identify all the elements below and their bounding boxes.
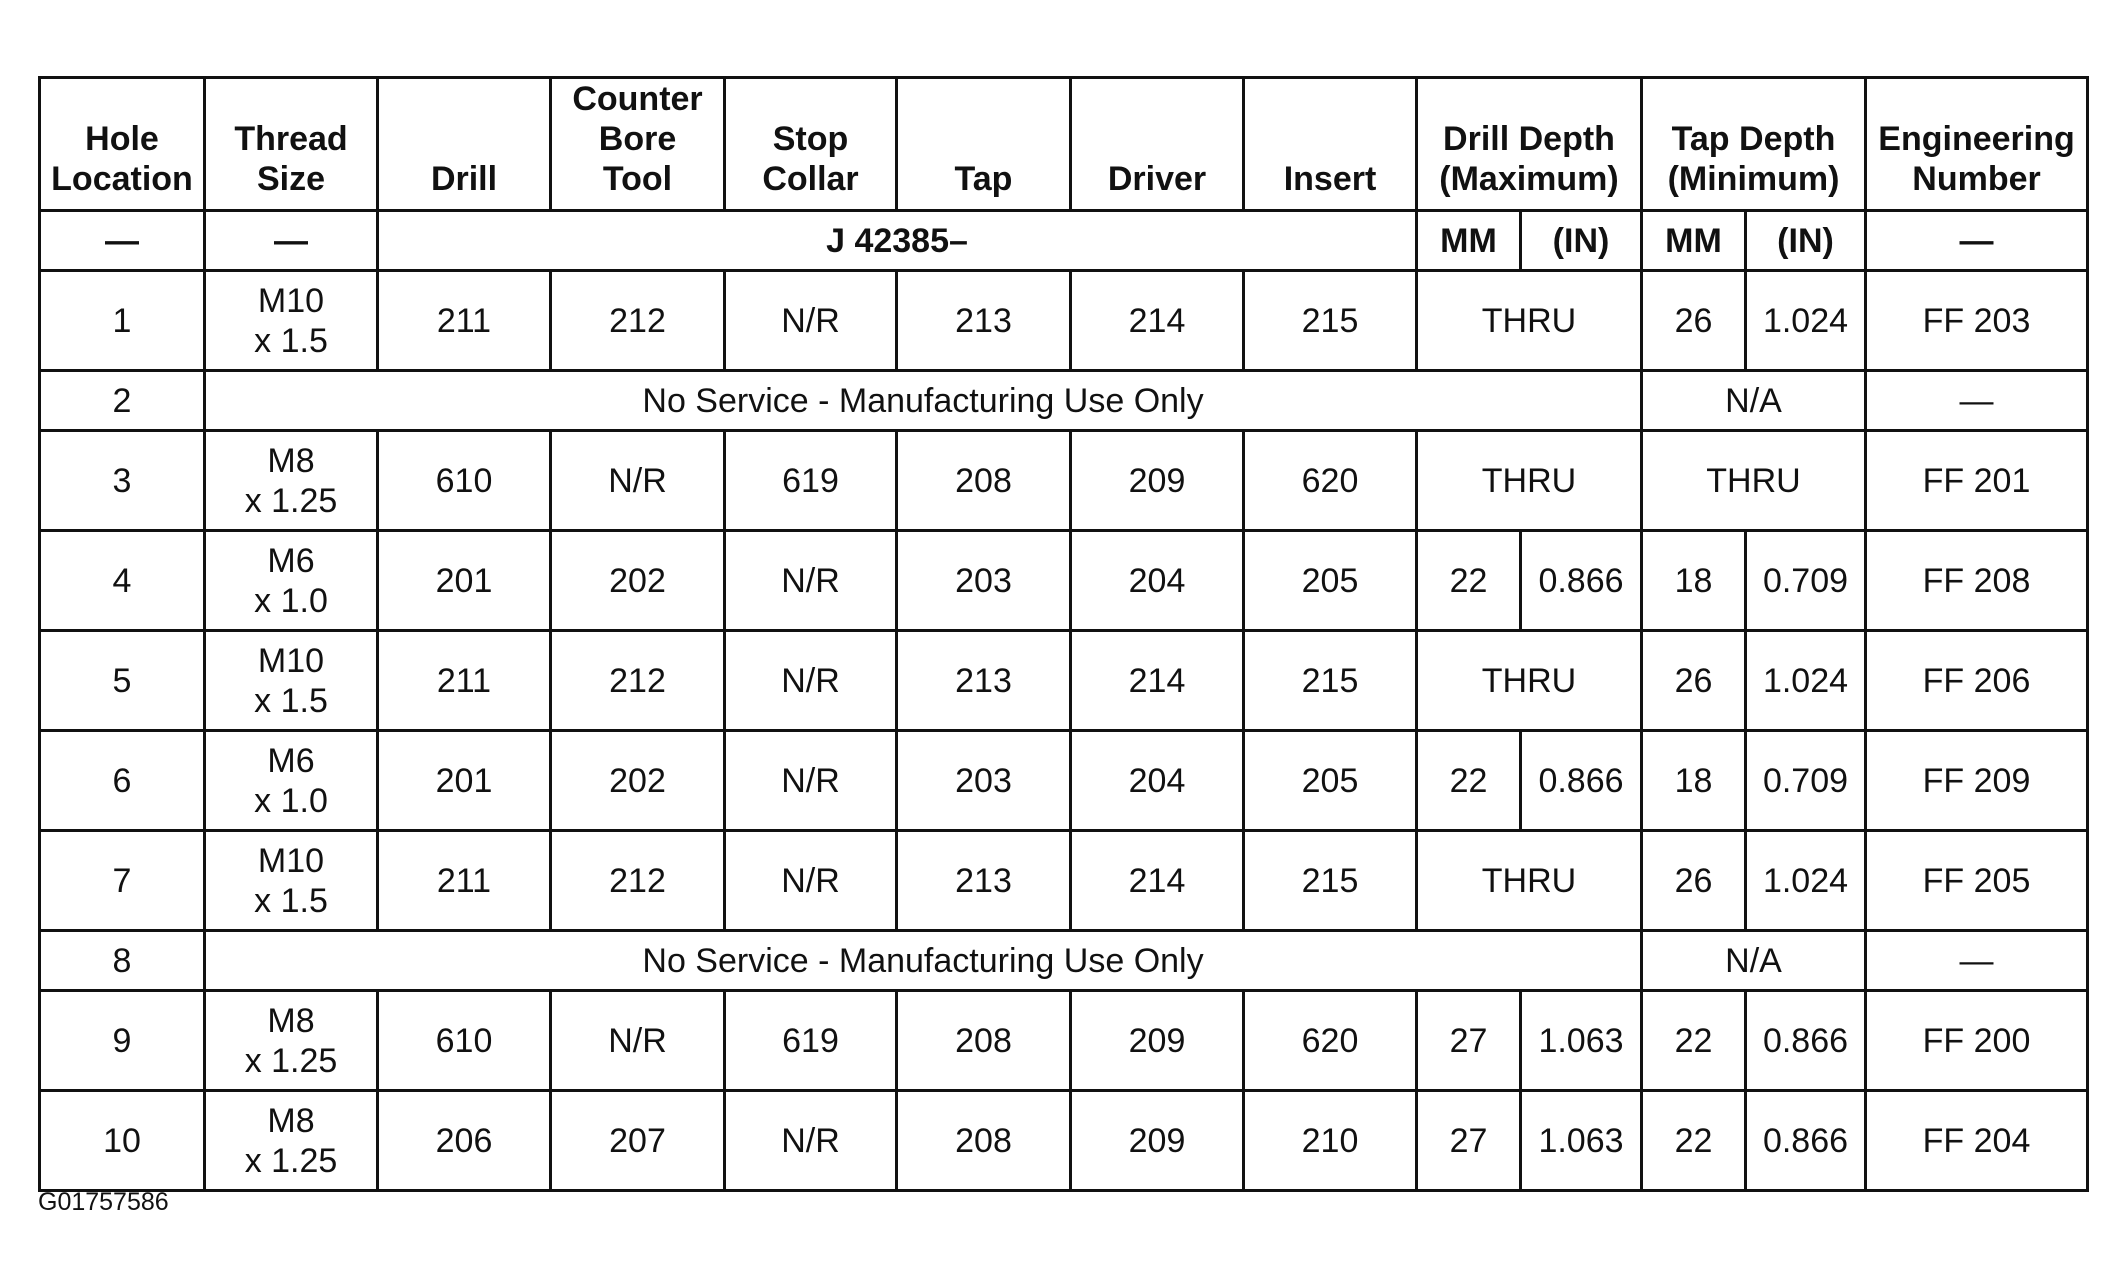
tap-depth-mm-cell: 18 — [1642, 531, 1746, 631]
thread-size-line: M10 — [257, 841, 325, 880]
engineering-number-cell: FF 200 — [1866, 991, 2088, 1091]
table-row — [40, 271, 2088, 371]
tap-depth-in-cell: 1.024 — [1746, 271, 1866, 371]
driver-cell: 209 — [1071, 1091, 1244, 1191]
drill-cell: 211 — [378, 831, 551, 931]
engineering-number-cell: FF 205 — [1866, 831, 2088, 931]
header-hole-location: Hole Location — [40, 78, 205, 211]
engineering-number-cell: FF 201 — [1866, 431, 2088, 531]
thread-size-line: x 1.5 — [254, 881, 328, 920]
drill-depth-in-cell: 1.063 — [1521, 1091, 1642, 1191]
thread-size-line: x 1.5 — [254, 681, 328, 720]
stop-collar-cell: 619 — [725, 991, 897, 1091]
engineering-number-cell: FF 206 — [1866, 631, 2088, 731]
thread-size-cell — [205, 731, 378, 831]
thread-size-line: x 1.25 — [244, 1141, 338, 1180]
engineering-number-cell: FF 209 — [1866, 731, 2088, 831]
thread-size-cell — [205, 271, 378, 371]
tool-specification-table — [38, 76, 2089, 1192]
header-counter-bore-tool: Counter Bore Tool — [551, 78, 725, 211]
counter-bore-tool-cell: 207 — [551, 1091, 725, 1191]
insert-cell: 215 — [1244, 631, 1417, 731]
driver-cell: 204 — [1071, 531, 1244, 631]
thread-size-cell — [205, 831, 378, 931]
drill-cell: 610 — [378, 431, 551, 531]
driver-cell: 214 — [1071, 271, 1244, 371]
units-thread-dash: — — [205, 211, 378, 271]
drill-cell: 211 — [378, 271, 551, 371]
hole-location-cell: 6 — [40, 731, 205, 831]
tap-cell: 208 — [897, 1091, 1071, 1191]
thread-size-cell — [205, 631, 378, 731]
tap-depth-mm-cell: 22 — [1642, 1091, 1746, 1191]
hole-location-cell: 2 — [40, 371, 205, 431]
table-row — [40, 931, 2088, 991]
tap-depth-mm-cell: 26 — [1642, 831, 1746, 931]
drill-cell: 211 — [378, 631, 551, 731]
engineering-number-cell: FF 203 — [1866, 271, 2088, 371]
header-tap-depth: Tap Depth (Minimum) — [1642, 78, 1866, 211]
tap-cell: 213 — [897, 631, 1071, 731]
drill-cell: 201 — [378, 731, 551, 831]
table-row — [40, 991, 2088, 1091]
stop-collar-cell: 619 — [725, 431, 897, 531]
hole-location-cell: 7 — [40, 831, 205, 931]
header-drill: Drill — [378, 78, 551, 211]
units-eng-dash: — — [1866, 211, 2088, 271]
header-thread-size: Thread Size — [205, 78, 378, 211]
engineering-number-cell: FF 208 — [1866, 531, 2088, 631]
thread-size-cell — [205, 1091, 378, 1191]
counter-bore-tool-cell: 212 — [551, 271, 725, 371]
tap-depth-mm-cell: 26 — [1642, 631, 1746, 731]
units-row — [40, 211, 2088, 271]
counter-bore-tool-cell: N/R — [551, 991, 725, 1091]
drill-depth-cell: THRU — [1417, 631, 1642, 731]
thread-size-line: M10 — [257, 641, 325, 680]
drill-depth-mm-cell: 27 — [1417, 1091, 1521, 1191]
insert-cell: 210 — [1244, 1091, 1417, 1191]
drill-depth-cell: THRU — [1417, 431, 1642, 531]
insert-cell: 620 — [1244, 991, 1417, 1091]
tool-prefix: J 42385– — [378, 211, 1417, 271]
tap-cell: 208 — [897, 431, 1071, 531]
tap-depth-in-cell: 0.709 — [1746, 731, 1866, 831]
thread-size-line: x 1.5 — [254, 321, 328, 360]
thread-size-line: M6 — [267, 541, 315, 580]
stop-collar-cell: N/R — [725, 531, 897, 631]
thread-size-line: M6 — [267, 741, 315, 780]
tap-depth-mm-unit: MM — [1642, 211, 1746, 271]
drill-depth-in-cell: 1.063 — [1521, 991, 1642, 1091]
tap-depth-mm-cell: 18 — [1642, 731, 1746, 831]
thread-size-line: M8 — [267, 1001, 315, 1040]
driver-cell: 209 — [1071, 991, 1244, 1091]
thread-size-line: x 1.25 — [244, 1041, 338, 1080]
driver-cell: 214 — [1071, 831, 1244, 931]
hole-location-cell: 4 — [40, 531, 205, 631]
thread-size-line: x 1.0 — [254, 581, 328, 620]
drill-cell: 206 — [378, 1091, 551, 1191]
engineering-number-cell: — — [1866, 931, 2088, 991]
header-driver: Driver — [1071, 78, 1244, 211]
counter-bore-tool-cell: N/R — [551, 431, 725, 531]
table-row — [40, 531, 2088, 631]
thread-size-cell — [205, 991, 378, 1091]
tap-depth-mm-cell: 26 — [1642, 271, 1746, 371]
drill-cell: 201 — [378, 531, 551, 631]
no-service-note: No Service - Manufacturing Use Only — [205, 371, 1642, 431]
header-drill-depth: Drill Depth (Maximum) — [1417, 78, 1642, 211]
engineering-number-cell: FF 204 — [1866, 1091, 2088, 1191]
thread-size-line: x 1.0 — [254, 781, 328, 820]
counter-bore-tool-cell: 212 — [551, 831, 725, 931]
tap-depth-in-unit: (IN) — [1746, 211, 1866, 271]
no-service-note: No Service - Manufacturing Use Only — [205, 931, 1642, 991]
tap-depth-cell: N/A — [1642, 931, 1866, 991]
stop-collar-cell: N/R — [725, 731, 897, 831]
hole-location-cell: 3 — [40, 431, 205, 531]
header-stop-collar: Stop Collar — [725, 78, 897, 211]
driver-cell: 214 — [1071, 631, 1244, 731]
counter-bore-tool-cell: 212 — [551, 631, 725, 731]
thread-size-cell — [205, 431, 378, 531]
hole-location-cell: 1 — [40, 271, 205, 371]
table-row — [40, 831, 2088, 931]
drill-depth-mm-cell: 27 — [1417, 991, 1521, 1091]
thread-size-line: M8 — [267, 1101, 315, 1140]
hole-location-cell: 9 — [40, 991, 205, 1091]
tap-cell: 208 — [897, 991, 1071, 1091]
drill-depth-in-unit: (IN) — [1521, 211, 1642, 271]
figure-id: G01757586 — [38, 1188, 169, 1216]
table-row — [40, 731, 2088, 831]
drill-depth-mm-cell: 22 — [1417, 731, 1521, 831]
driver-cell: 204 — [1071, 731, 1244, 831]
header-tap: Tap — [897, 78, 1071, 211]
tap-depth-in-cell: 1.024 — [1746, 831, 1866, 931]
hole-location-cell: 10 — [40, 1091, 205, 1191]
insert-cell: 215 — [1244, 271, 1417, 371]
stop-collar-cell: N/R — [725, 1091, 897, 1191]
driver-cell: 209 — [1071, 431, 1244, 531]
drill-depth-cell: THRU — [1417, 831, 1642, 931]
drill-depth-mm-cell: 22 — [1417, 531, 1521, 631]
tap-depth-cell: N/A — [1642, 371, 1866, 431]
tap-cell: 213 — [897, 271, 1071, 371]
hole-location-cell: 8 — [40, 931, 205, 991]
thread-size-line: M10 — [257, 281, 325, 320]
insert-cell: 620 — [1244, 431, 1417, 531]
stop-collar-cell: N/R — [725, 271, 897, 371]
drill-depth-in-cell: 0.866 — [1521, 731, 1642, 831]
drill-depth-in-cell: 0.866 — [1521, 531, 1642, 631]
tap-depth-in-cell: 0.709 — [1746, 531, 1866, 631]
tap-depth-cell: THRU — [1642, 431, 1866, 531]
tap-cell: 203 — [897, 531, 1071, 631]
stop-collar-cell: N/R — [725, 631, 897, 731]
insert-cell: 215 — [1244, 831, 1417, 931]
tap-cell: 203 — [897, 731, 1071, 831]
tap-depth-in-cell: 1.024 — [1746, 631, 1866, 731]
counter-bore-tool-cell: 202 — [551, 531, 725, 631]
thread-size-line: x 1.25 — [244, 481, 338, 520]
insert-cell: 205 — [1244, 731, 1417, 831]
insert-cell: 205 — [1244, 531, 1417, 631]
thread-size-cell — [205, 531, 378, 631]
tap-cell: 213 — [897, 831, 1071, 931]
drill-depth-mm-unit: MM — [1417, 211, 1521, 271]
engineering-number-cell: — — [1866, 371, 2088, 431]
table-row — [40, 631, 2088, 731]
stop-collar-cell: N/R — [725, 831, 897, 931]
tap-depth-mm-cell: 22 — [1642, 991, 1746, 1091]
drill-depth-cell: THRU — [1417, 271, 1642, 371]
table-row — [40, 1091, 2088, 1191]
drill-cell: 610 — [378, 991, 551, 1091]
tap-depth-in-cell: 0.866 — [1746, 1091, 1866, 1191]
counter-bore-tool-cell: 202 — [551, 731, 725, 831]
header-insert: Insert — [1244, 78, 1417, 211]
tap-depth-in-cell: 0.866 — [1746, 991, 1866, 1091]
header-row — [40, 78, 2088, 211]
units-hole-dash: — — [40, 211, 205, 271]
header-engineering-number: Engineering Number — [1866, 78, 2088, 211]
hole-location-cell: 5 — [40, 631, 205, 731]
thread-size-line: M8 — [267, 441, 315, 480]
table-row — [40, 431, 2088, 531]
table-row — [40, 371, 2088, 431]
